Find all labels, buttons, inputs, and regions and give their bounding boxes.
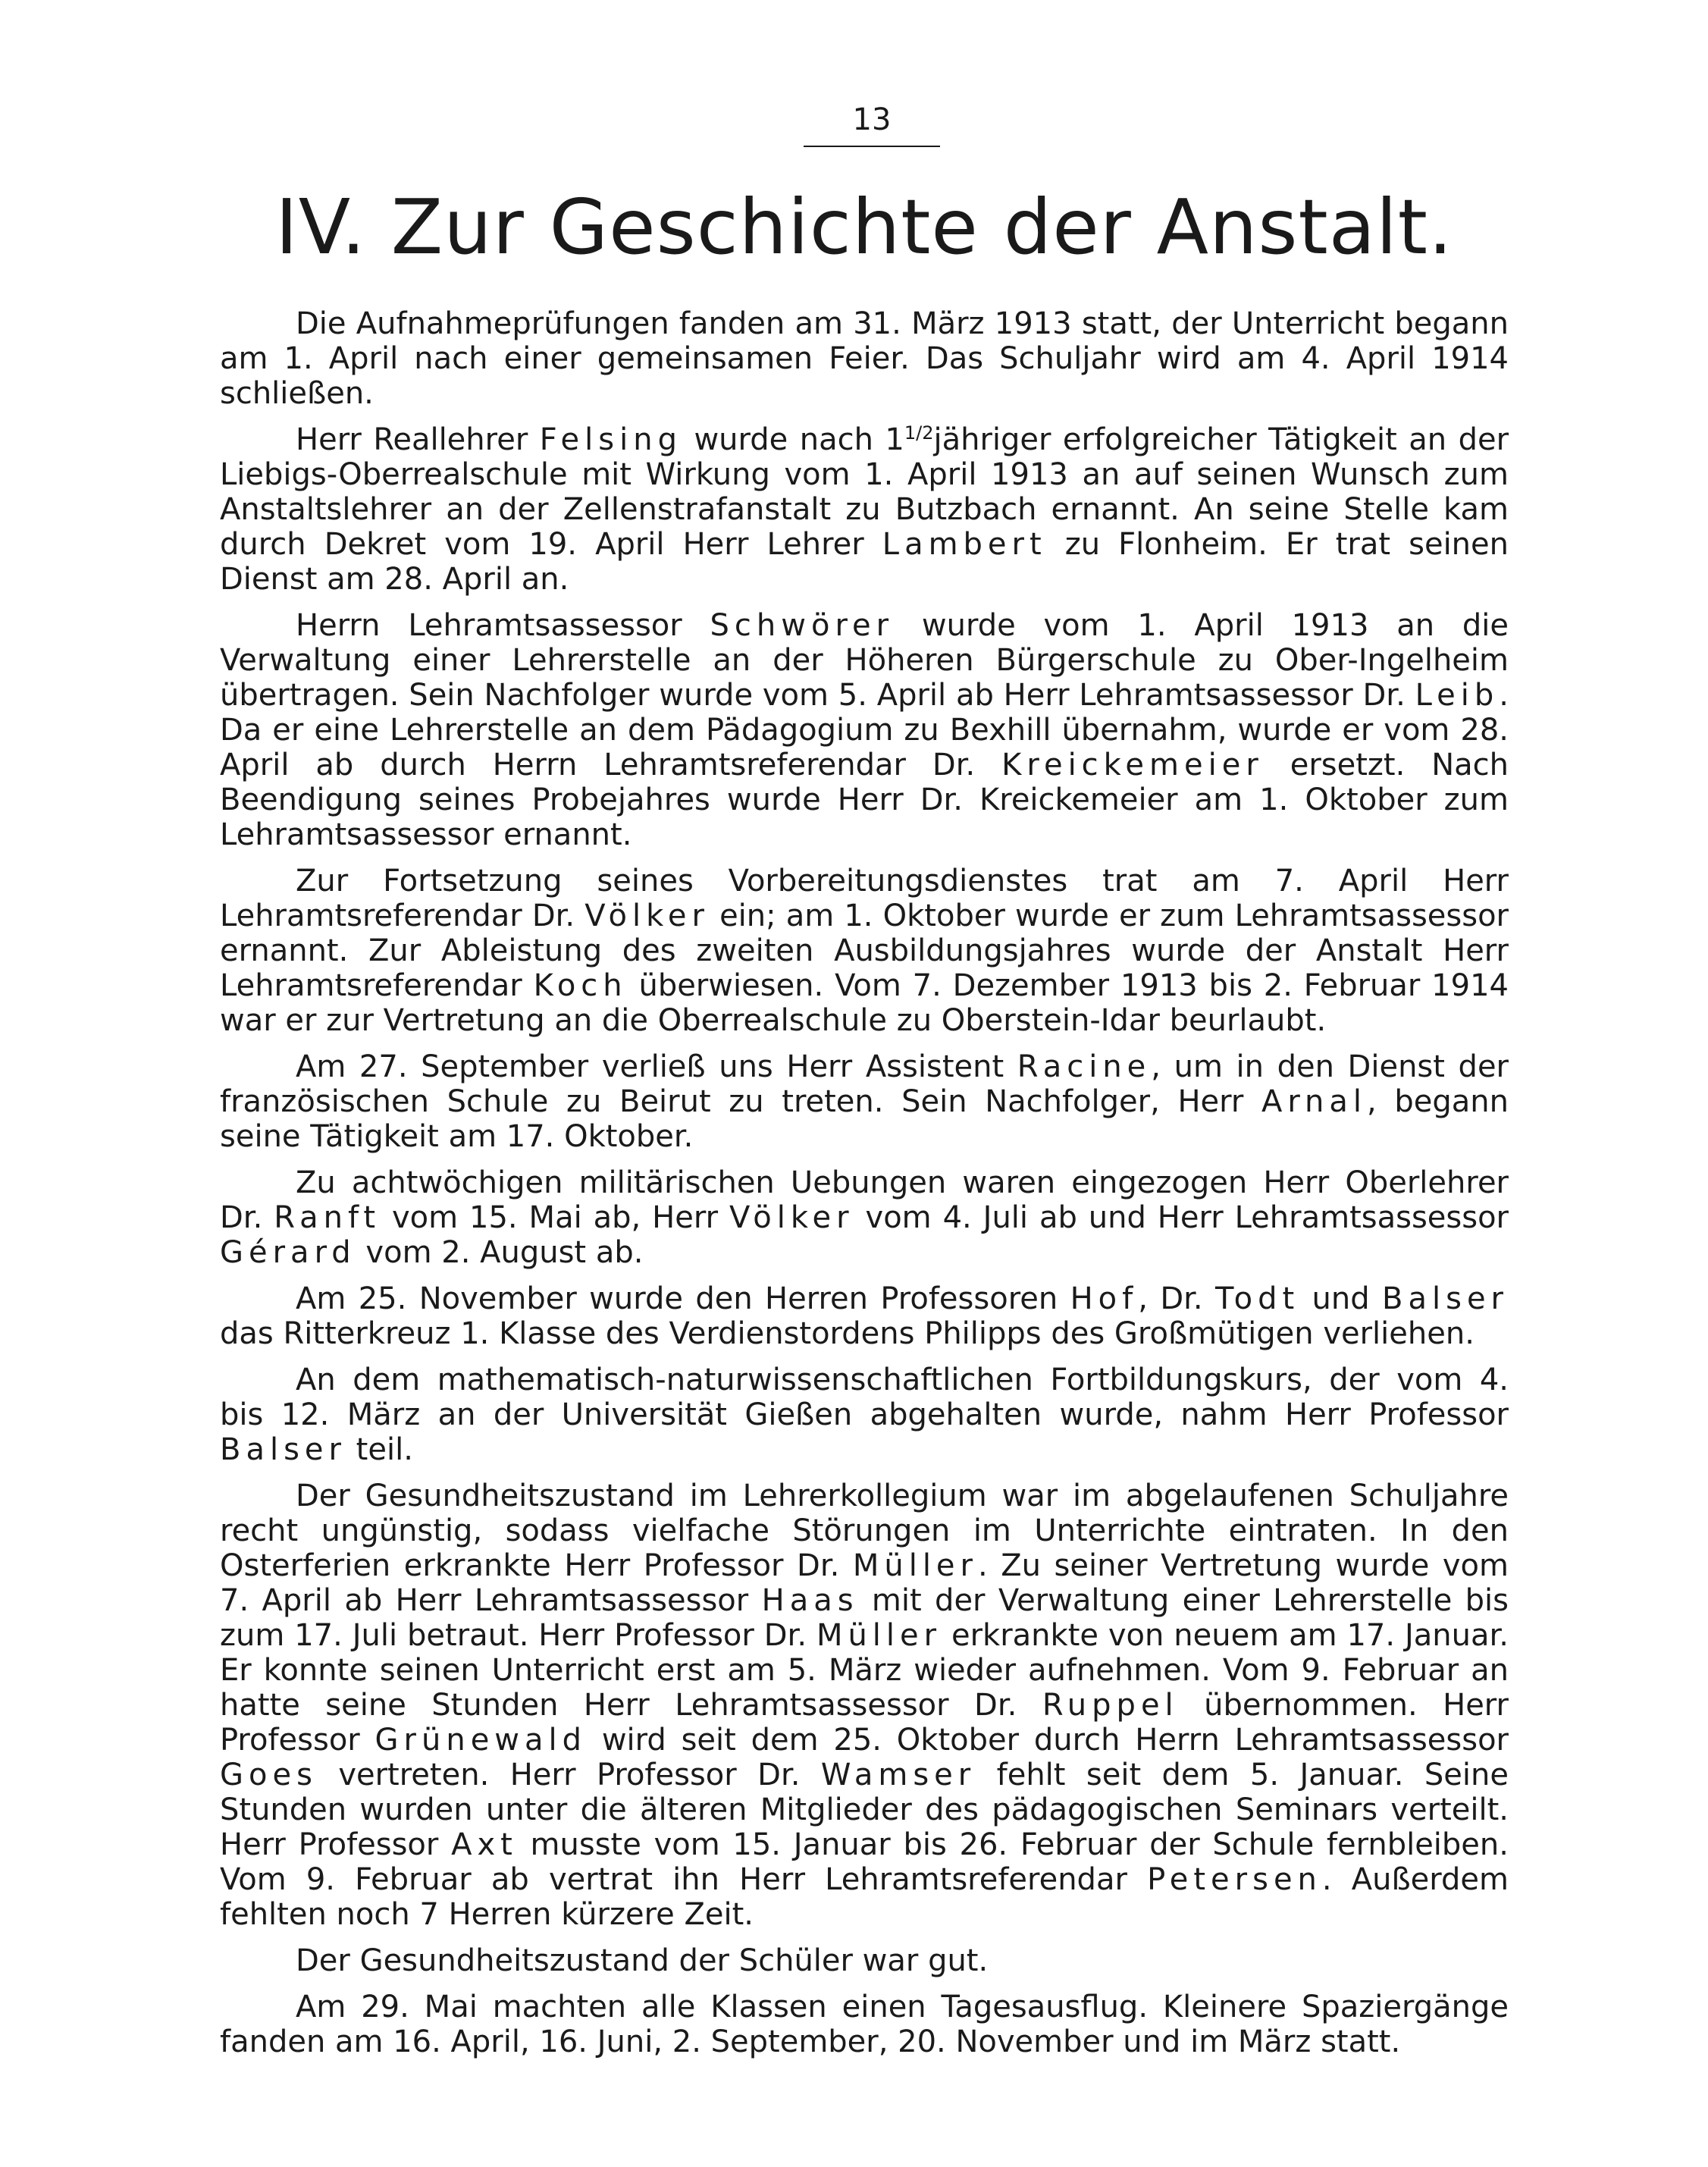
paragraph (220, 1363, 1509, 1467)
page-title: IV. Zur Geschichte der Anstalt. (275, 183, 1453, 271)
spaced-name: Schwörer (710, 608, 895, 643)
text-segment: . Zu seiner Vertretung wurde vom 7. April ab Herr Lehramtsassessor (220, 1548, 1509, 1618)
spaced-name: Ruppel (1042, 1688, 1179, 1723)
spaced-name: Hof (1070, 1281, 1139, 1316)
text-segment: , begann seine Tätigkeit am 17. Oktober. (220, 1084, 1509, 1154)
spaced-name: Lambert (882, 527, 1047, 562)
spaced-name: Todt (1215, 1281, 1300, 1316)
spaced-name: Völker (584, 898, 710, 933)
page-number: 13 (804, 99, 940, 147)
text-segment: erkrankte von neuem am 17. Januar. Er konnte seinen Unterricht erst am 5. März wieder aufnehmen. Vom 9. Februar an hatte seine Stunden Herr Lehramtsassessor Dr. (220, 1618, 1509, 1723)
text-segment: teil. (346, 1432, 413, 1467)
paragraph (220, 1049, 1509, 1154)
paragraph (220, 1479, 1509, 1932)
spaced-name: Haas (761, 1583, 859, 1618)
text-segment: jähriger erfolgreicher Tätigkeit an der Liebigs-Oberrealschule mit Wirkung vom 1. April 1913 an auf seinen Wunsch zum Anstaltslehrer an der Zellenstrafanstalt zu Butzbach ernannt. An seine Stelle kam durch Dekret vom 19. April Herr Lehrer (220, 422, 1509, 562)
text-segment: Am 25. November wurde den Herren Professoren (296, 1281, 1070, 1316)
text-segment: , Dr. (1138, 1281, 1215, 1316)
paragraph (220, 1943, 1509, 1978)
text-segment: musste vom 15. Januar bis 26. Februar der Schule fernbleiben. Vom 9. Februar ab vertrat ihn Herr Lehramtsreferendar (220, 1827, 1509, 1897)
spaced-name: Koch (533, 968, 628, 1003)
text-segment: Zur Fortsetzung seines Vorbereitungsdienstes trat am 7. April Herr Lehramtsreferendar Dr. (220, 864, 1509, 933)
fraction: 1/2 (904, 422, 934, 444)
spaced-name: Arnal (1261, 1084, 1368, 1119)
body-text (220, 306, 1509, 2059)
spaced-name: Grünewald (375, 1723, 588, 1758)
spaced-name: Müller (816, 1618, 942, 1653)
spaced-name: Ranft (274, 1200, 381, 1235)
spaced-name: Racine (1017, 1049, 1152, 1084)
text-segment: wurde nach 1 (682, 422, 904, 457)
paragraph (220, 306, 1509, 411)
text-segment: übernommen. Herr Professor (220, 1688, 1509, 1758)
text-segment: Am 27. September verließ uns Herr Assistent (296, 1049, 1017, 1084)
text-segment: Zu achtwöchigen militärischen Uebungen waren eingezogen Herr Oberlehrer Dr. (220, 1165, 1509, 1235)
spaced-name: Gérard (220, 1235, 356, 1270)
spaced-name: Leib (1415, 678, 1500, 713)
text-segment: überwiesen. Vom 7. Dezember 1913 bis 2. Februar 1914 war er zur Vertretung an die Oberrealschule zu Oberstein-Idar beurlaubt. (220, 968, 1509, 1038)
spaced-name: Kreickemeier (1001, 748, 1264, 782)
paragraph (220, 1165, 1509, 1270)
text-segment: Die Aufnahmeprüfungen fanden am 31. März 1913 statt, der Unterricht begann am 1. April nach einer gemeinsamen Feier. Das Schuljahr wird am 4. April 1914 schließen. (220, 306, 1509, 411)
spaced-name: Balser (1382, 1281, 1509, 1316)
text-segment: Herrn Lehramtsassessor (296, 608, 710, 643)
paragraph (220, 1990, 1509, 2059)
paragraph (220, 422, 1509, 597)
text-segment: fehlt seit dem 5. Januar. Seine Stunden wurden unter die älteren Mitglieder des pädagogischen Seminars verteilt. Herr Professor (220, 1758, 1509, 1862)
paragraph (220, 864, 1509, 1038)
spaced-name: Müller (852, 1548, 978, 1583)
text-segment: wurde vom 1. April 1913 an die Verwaltung einer Lehrerstelle an der Höheren Bürgerschule zu Ober-Ingelheim übertragen. Sein Nachfolger wurde vom 5. April ab Herr Lehramtsassessor Dr. (220, 608, 1509, 713)
document-page (220, 99, 1509, 2071)
paragraph (220, 608, 1509, 852)
text-segment: An dem mathematisch-naturwissenschaftlichen Fortbildungskurs, der vom 4. bis 12. März an der Universität Gießen abgehalten wurde, nahm Herr Professor (220, 1363, 1509, 1432)
text-segment: vom 15. Mai ab, Herr (381, 1200, 729, 1235)
text-segment: vom 2. August ab. (356, 1235, 644, 1270)
spaced-name: Felsing (539, 422, 682, 457)
text-segment: ersetzt. Nach Beendigung seines Probejahres wurde Herr Dr. Kreickemeier am 1. Oktober zum Lehramtsassessor ernannt. (220, 748, 1509, 852)
text-segment: das Ritterkreuz 1. Klasse des Verdienstordens Philipps des Großmütigen verliehen. (220, 1316, 1475, 1351)
text-segment: ein; am 1. Oktober wurde er zum Lehramtsassessor ernannt. Zur Ableistung des zweiten Ausbildungsjahres wurde der Anstalt Herr Lehramtsreferendar (220, 898, 1509, 1003)
text-segment: Am 29. Mai machten alle Klassen einen Tagesausflug. Kleinere Spaziergänge fanden am 16. April, 16. Juni, 2. September, 20. November und im März statt. (220, 1990, 1509, 2059)
text-segment: Der Gesundheitszustand im Lehrerkollegium war im abgelaufenen Schuljahre recht ungünstig, sodass vielfache Störungen im Unterrichte eintraten. In den Osterferien erkrankte Herr Professor Dr. (220, 1479, 1509, 1583)
spaced-name: Wamser (820, 1758, 976, 1792)
text-segment: vom 4. Juli ab und Herr Lehramtsassessor (854, 1200, 1509, 1235)
text-segment: Der Gesundheitszustand der Schüler war gut. (296, 1943, 989, 1978)
text-segment: . Da er eine Lehrerstelle an dem Pädagogium zu Bexhill übernahm, wurde er vom 28. April ab durch Herrn Lehramtsreferendar Dr. (220, 678, 1509, 782)
spaced-name: Völker (729, 1200, 854, 1235)
text-segment: wird seit dem 25. Oktober durch Herrn Lehramtsassessor (587, 1723, 1509, 1758)
spaced-name: Axt (451, 1827, 518, 1862)
text-segment: Herr Reallehrer (296, 422, 540, 457)
text-segment: zu Flonheim. Er trat seinen Dienst am 28. April an. (220, 527, 1509, 597)
text-segment: vertreten. Herr Professor Dr. (317, 1758, 821, 1792)
spaced-name: Balser (220, 1432, 346, 1467)
text-segment: mit der Verwaltung einer Lehrerstelle bis zum 17. Juli betraut. Herr Professor Dr. (220, 1583, 1509, 1653)
spaced-name: Goes (220, 1758, 318, 1792)
spaced-name: Petersen (1147, 1862, 1322, 1897)
text-segment: . Außerdem fehlten noch 7 Herren kürzere Zeit. (220, 1862, 1509, 1932)
paragraph (220, 1281, 1509, 1351)
text-segment: , um in den Dienst der französischen Schule zu Beirut zu treten. Sein Nachfolger, Herr (220, 1049, 1509, 1119)
text-segment: und (1299, 1281, 1383, 1316)
